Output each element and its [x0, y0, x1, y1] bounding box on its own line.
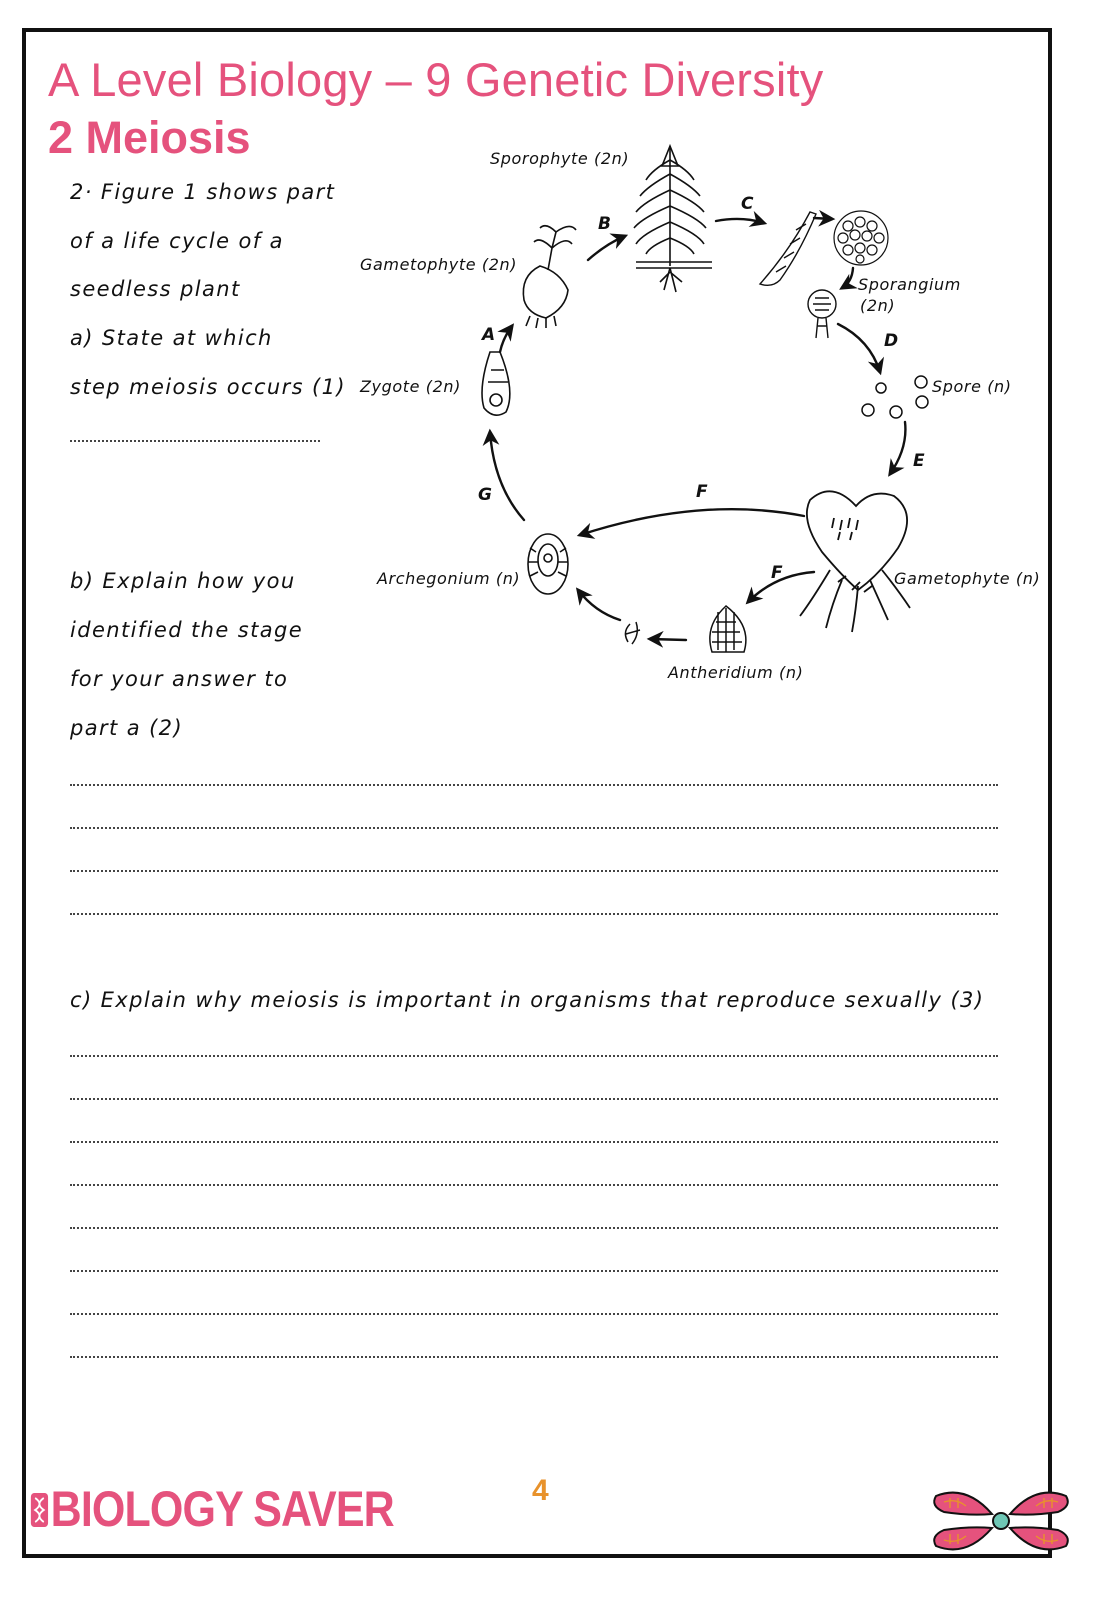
- answer-line-b-4[interactable]: [70, 913, 998, 915]
- part-b-line-2: identified the stage: [70, 618, 304, 642]
- label-sporangium-ploidy: (2n): [860, 296, 896, 315]
- part-b-line-3: for your answer to: [70, 667, 289, 691]
- question-intro-line-3: seedless plant: [70, 277, 241, 301]
- arrow-sperm-to-archegonium: [578, 590, 620, 620]
- life-cycle-diagram: [0, 0, 1102, 700]
- arrow-f-upper: [580, 509, 804, 535]
- young-sporophyte-illustration: [523, 226, 576, 328]
- answer-line-c-6[interactable]: [70, 1270, 998, 1272]
- label-sporophyte: Sporophyte (2n): [490, 149, 630, 168]
- step-f-letter-upper: F: [696, 482, 708, 502]
- answer-line-c-4[interactable]: [70, 1184, 998, 1186]
- archegonium-illustration: [528, 534, 568, 594]
- part-b-line-1: b) Explain how you: [70, 569, 296, 593]
- question-intro-line-2: of a life cycle of a: [70, 229, 284, 253]
- question-intro-line-1: 2· Figure 1 shows part: [70, 180, 336, 204]
- answer-line-b-3[interactable]: [70, 870, 998, 872]
- page-number: 4: [532, 1474, 549, 1507]
- label-gametophyte-2n: Gametophyte (2n): [360, 255, 518, 274]
- part-b-line-4: part a (2): [70, 716, 184, 740]
- fertile-leaf-illustration: [760, 212, 816, 285]
- part-c-question: c) Explain why meiosis is important in organisms that reproduce sexually (3): [70, 988, 985, 1012]
- brand-logo: [30, 1480, 394, 1538]
- label-spore: Spore (n): [932, 377, 1012, 396]
- chromosome-icon: [926, 1478, 1076, 1564]
- antheridium-illustration: [710, 606, 746, 652]
- step-f-letter-lower: F: [771, 563, 783, 583]
- answer-line-c-8[interactable]: [70, 1356, 998, 1358]
- arrow-e: [890, 422, 905, 474]
- step-e-letter: E: [913, 451, 925, 471]
- answer-line-c-3[interactable]: [70, 1141, 998, 1143]
- arrow-c: [716, 219, 764, 223]
- label-sporangium: Sporangium: [858, 275, 961, 294]
- page-subtitle: 2 Meiosis: [48, 112, 251, 163]
- label-zygote: Zygote (2n): [360, 377, 461, 396]
- label-antheridium: Antheridium (n): [668, 663, 804, 682]
- arrow-antheridium-to-sperm: [650, 639, 686, 640]
- answer-line-c-5[interactable]: [70, 1227, 998, 1229]
- arrow-to-sporangium: [842, 268, 853, 288]
- step-g-letter: G: [478, 485, 492, 505]
- spore-cluster-illustration: [834, 211, 888, 265]
- page-title: A Level Biology – 9 Genetic Diversity: [48, 53, 824, 106]
- part-a-line-1: a) State at which: [70, 326, 273, 350]
- answer-line-b-2[interactable]: [70, 827, 998, 829]
- answer-line-b-1[interactable]: [70, 784, 998, 786]
- step-b-letter: B: [598, 214, 611, 234]
- answer-line-c-7[interactable]: [70, 1313, 998, 1315]
- answer-line-c-2[interactable]: [70, 1098, 998, 1100]
- label-archegonium: Archegonium (n): [377, 569, 521, 588]
- step-d-letter: D: [884, 331, 899, 351]
- dna-badge-icon: [30, 1484, 49, 1524]
- sporophyte-illustration: [634, 146, 712, 292]
- zygote-illustration: [482, 352, 510, 415]
- part-a-line-2: step meiosis occurs (1): [70, 375, 346, 399]
- answer-line-c-1[interactable]: [70, 1055, 998, 1057]
- arrow-g: [490, 432, 524, 520]
- spores-illustration: [862, 376, 928, 418]
- arrow-b: [588, 236, 625, 260]
- arrow-a: [500, 326, 512, 352]
- gametophyte-prothallus-illustration: [800, 491, 910, 632]
- sperm-illustration: [625, 622, 640, 644]
- brand-text: BIOLOGY SAVER: [50, 1481, 394, 1537]
- sporangium-illustration: [808, 290, 836, 338]
- step-c-letter: C: [741, 194, 754, 214]
- arrow-to-spores: [814, 218, 832, 219]
- step-a-letter: A: [482, 325, 496, 345]
- label-gametophyte-n: Gametophyte (n): [894, 569, 1041, 588]
- arrow-d: [838, 324, 880, 372]
